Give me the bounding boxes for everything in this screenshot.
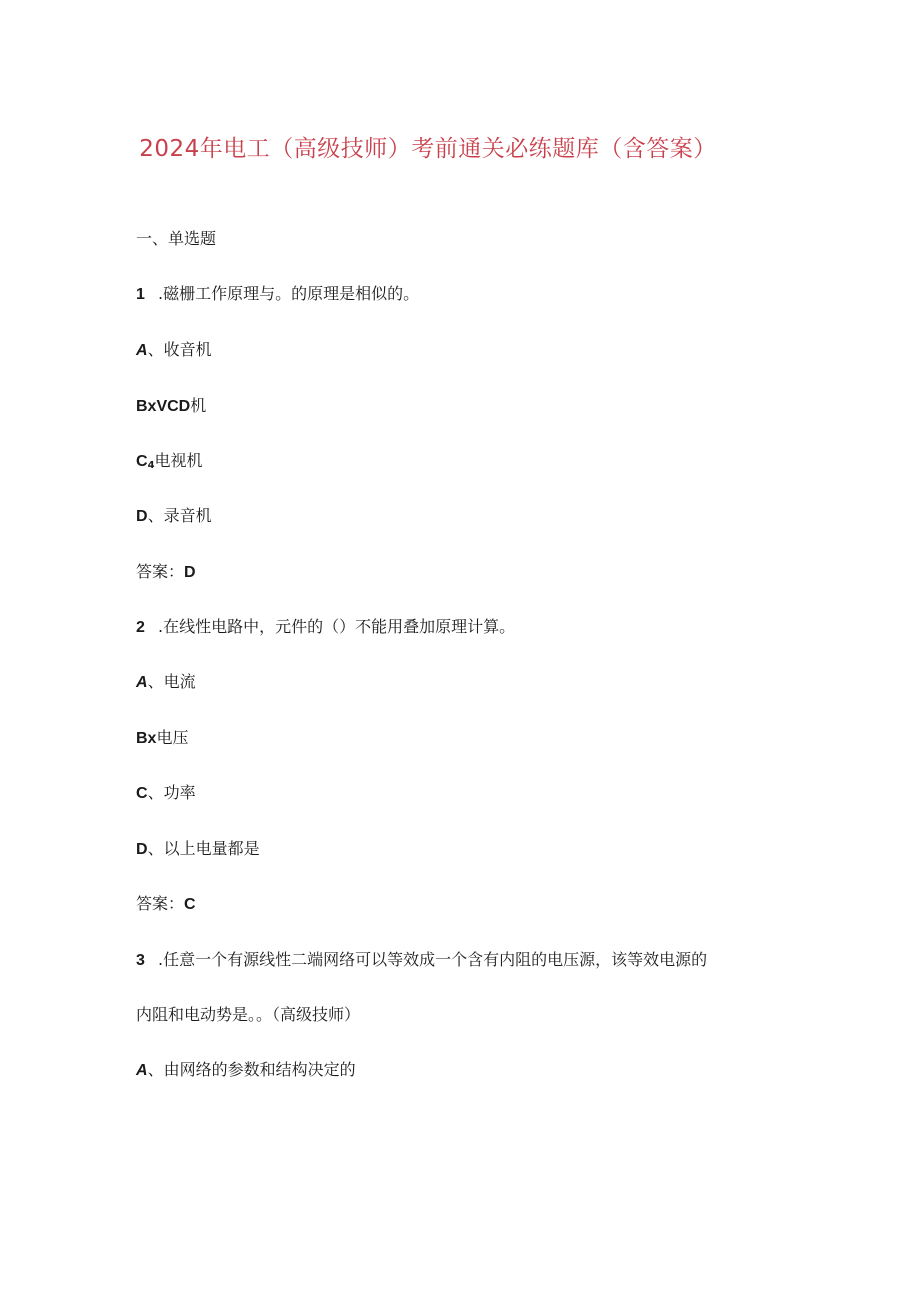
- q2-option-a: [136, 671, 196, 694]
- section-heading: 一、单选题: [136, 229, 217, 248]
- question-text: .在线性电路中，元件的（）不能用叠加原理计算。: [158, 617, 516, 636]
- option-text: 、电流: [147, 672, 196, 691]
- option-letter: C: [136, 785, 148, 802]
- question-number: 3: [136, 952, 145, 969]
- q1-option-c: [136, 450, 203, 477]
- q1-option-d: [136, 505, 212, 528]
- q2-option-d: [136, 838, 260, 861]
- option-subscript: 4: [147, 460, 155, 471]
- question-text: .任意一个有源线性二端网络可以等效成一个含有内阻的电压源，该等效电源的: [158, 950, 708, 969]
- option-letter: BxVCD: [136, 398, 191, 415]
- option-text: 机: [190, 396, 207, 415]
- option-text: 、由网络的参数和结构决定的: [147, 1060, 356, 1079]
- question-1: [136, 283, 419, 306]
- answer-value: D: [184, 564, 196, 581]
- q1-answer: [136, 561, 196, 584]
- q1-option-b: [136, 395, 206, 418]
- option-letter: A: [136, 342, 148, 359]
- option-letter: C: [136, 453, 148, 470]
- answer-value: C: [184, 896, 196, 913]
- option-text: 、功率: [147, 783, 196, 802]
- question-3-continued: 内阻和电动势是。。（高级技师）: [136, 1005, 361, 1024]
- option-letter: D: [136, 841, 148, 858]
- option-text: 、以上电量都是: [147, 839, 260, 858]
- q2-option-b: [136, 727, 188, 750]
- option-letter: A: [136, 674, 148, 691]
- q3-option-a: [136, 1059, 356, 1082]
- q2-answer: [136, 893, 196, 916]
- q2-option-c: [136, 782, 196, 805]
- option-text: 、录音机: [147, 506, 212, 525]
- document-title: 2024年电工（高级技师）考前通关必练题库（含答案）: [139, 136, 717, 162]
- option-letter: D: [136, 508, 148, 525]
- question-number: 2: [136, 619, 145, 636]
- question-number: 1: [136, 286, 145, 303]
- question-2: [136, 616, 515, 639]
- option-letter: Bx: [136, 730, 157, 747]
- question-text: .磁栅工作原理与。的原理是相似的。: [158, 284, 420, 303]
- answer-label: 答案：: [136, 894, 185, 913]
- option-text: 电压: [156, 728, 189, 747]
- option-text: 电视机: [154, 451, 203, 470]
- option-text: 、收音机: [147, 340, 212, 359]
- answer-label: 答案：: [136, 562, 185, 581]
- q1-option-a: [136, 339, 212, 362]
- question-3: [136, 949, 707, 972]
- option-letter: A: [136, 1062, 148, 1079]
